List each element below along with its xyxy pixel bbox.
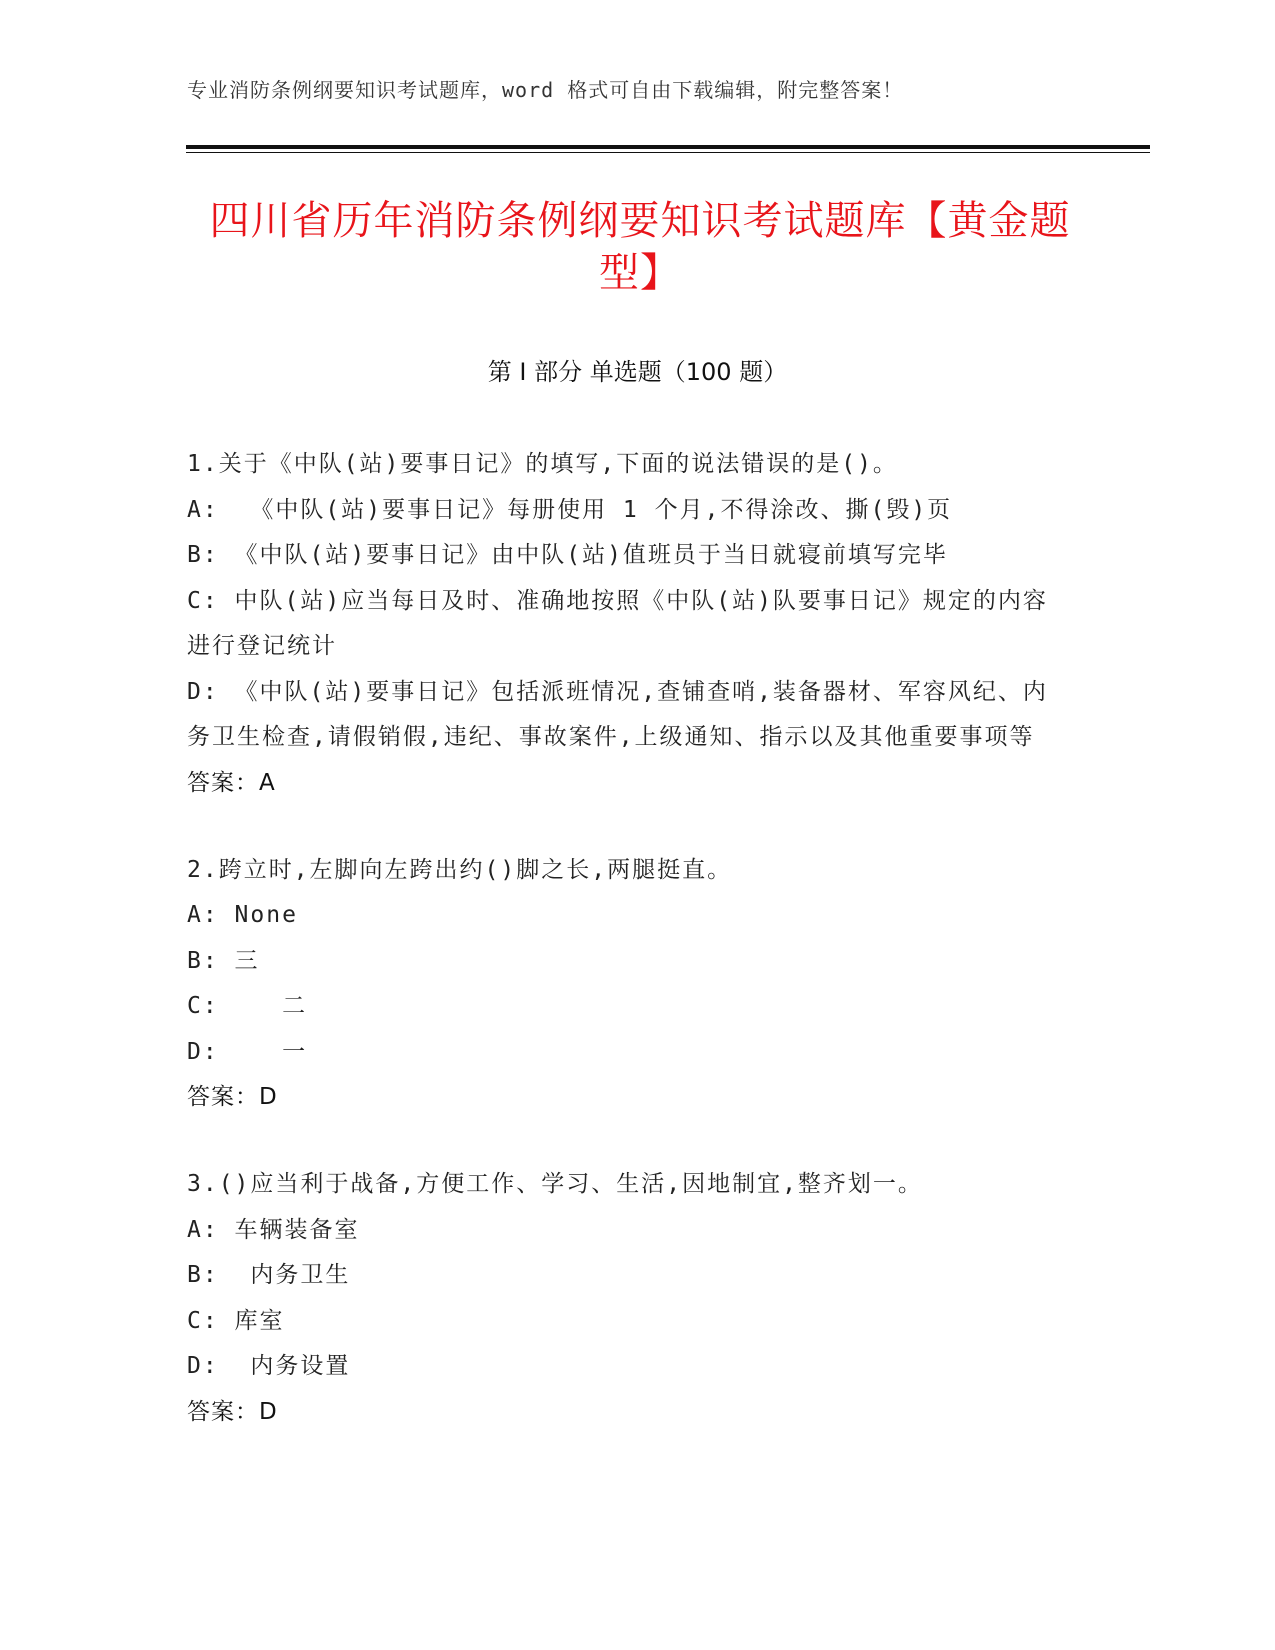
answer-label: 答案：D	[187, 1398, 278, 1425]
question-3	[187, 1162, 1067, 1435]
option-c: C: 库室	[187, 1307, 285, 1334]
header-divider-thin	[186, 152, 1150, 153]
option-d: D: 内务设置	[187, 1353, 351, 1379]
question-stem: 3.()应当利于战备,方便工作、学习、生活,因地制宜,整齐划一。	[187, 1171, 923, 1197]
header-divider-thick	[186, 145, 1150, 149]
question-stem: 1.关于《中队(站)要事日记》的填写,下面的说法错误的是()。	[187, 451, 898, 477]
option-c: C: 中队(站)应当每日及时、准确地按照《中队(站)队要事日记》规定的内容进行登记统计	[187, 587, 1048, 659]
question-2	[187, 848, 1067, 1121]
option-c: C: 二	[187, 993, 308, 1019]
option-d: D: 《中队(站)要事日记》包括派班情况,查铺查哨,装备器材、军容风纪、内务卫生检查,请假销假,违纪、事故案件,上级通知、指示以及其他重要事项等	[187, 678, 1048, 750]
question-list	[187, 442, 1067, 1477]
option-d: D: 一	[187, 1038, 308, 1065]
option-b: B: 《中队(站)要事日记》由中队(站)值班员于当日就寝前填写完毕	[187, 542, 948, 568]
option-b: B: 内务卫生	[187, 1262, 351, 1288]
answer-label: 答案：A	[187, 769, 276, 796]
option-b: B: 三	[187, 947, 260, 974]
option-a: A: 《中队(站)要事日记》每册使用 1 个月,不得涂改、撕(毁)页	[187, 496, 953, 523]
question-stem: 2.跨立时,左脚向左跨出约()脚之长,两腿挺直。	[187, 856, 733, 883]
answer-label: 答案：D	[187, 1084, 278, 1110]
document-title: 四川省历年消防条例纲要知识考试题库【黄金题型】	[209, 198, 1071, 296]
section-title: 第 I 部分 单选题（100 题）	[487, 358, 788, 386]
option-a: A: None	[187, 902, 298, 928]
header-note: 专业消防条例纲要知识考试题库，word 格式可自由下载编辑，附完整答案！	[187, 78, 904, 102]
question-1	[187, 442, 1067, 806]
option-a: A: 车辆装备室	[187, 1216, 360, 1243]
